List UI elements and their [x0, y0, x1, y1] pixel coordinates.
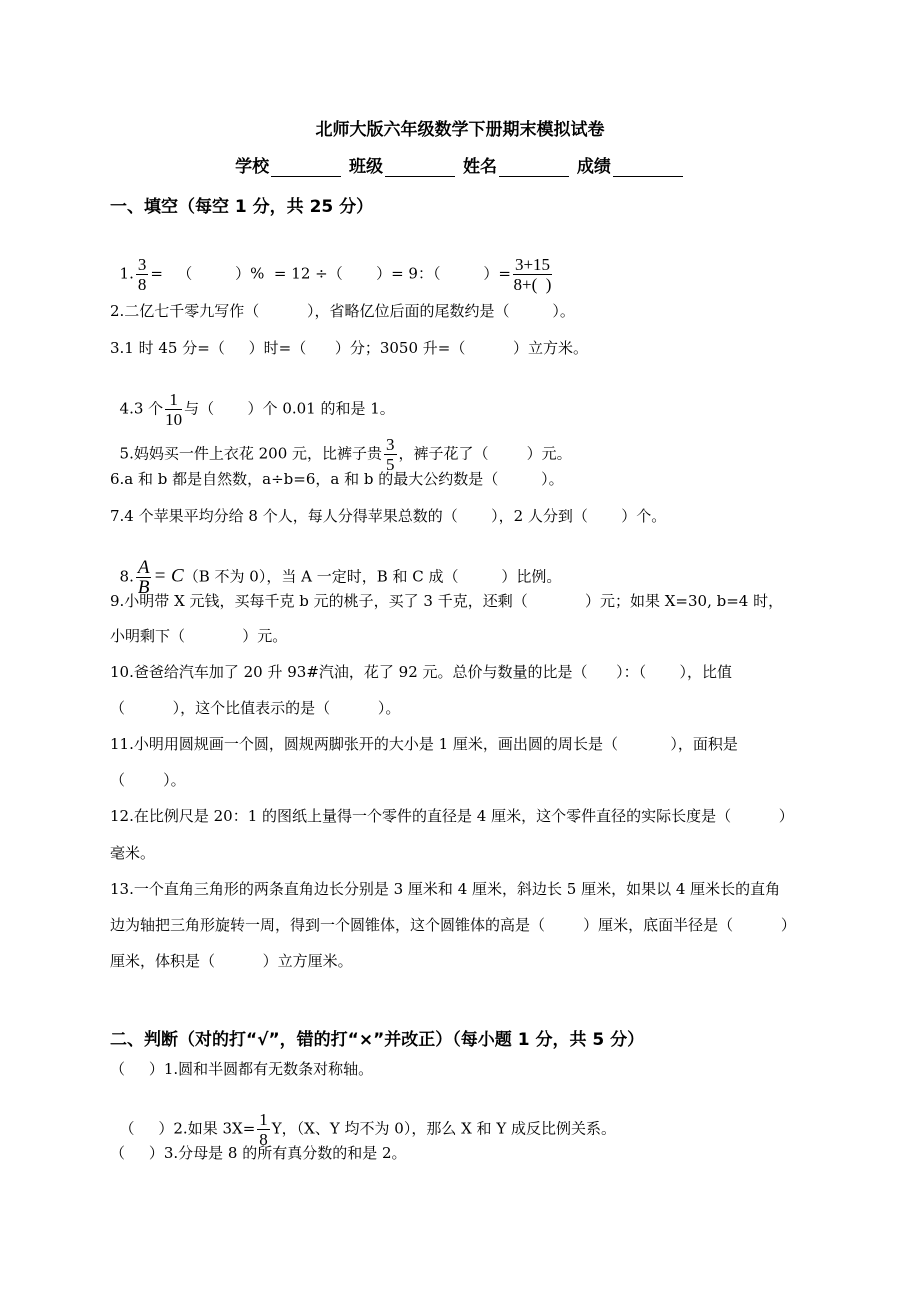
student-info-row: [0, 152, 920, 177]
question-12-line1: 12.在比例尺是 20：1 的图纸上量得一个零件的直径是 4 厘米，这个零件直径的实际长度是（ ）: [110, 807, 794, 825]
fraction-3-8: $\frac{3}{8}$: [137, 255, 147, 294]
fraction-a-b: $\frac{A}{B}$: [137, 557, 150, 598]
section2-heading: 二、判断（对的打“√”，错的打“×”并改正）（每小题 1 分，共 5 分）: [110, 1030, 645, 1050]
class-blank[interactable]: [385, 160, 455, 177]
name-blank[interactable]: [499, 160, 569, 177]
question-11-line2: （ ）。: [110, 771, 186, 789]
name-label: 姓名: [462, 157, 497, 177]
question-5: 5.妈妈买一件上衣花 200 元，比裤子贵 $\frac{3}{5}$ ，裤子花了（ ）元。: [119, 435, 572, 474]
question-13-line1: 13.一个直角三角形的两条直角边长分别是 3 厘米和 4 厘米，斜边长 5 厘米，如果以 4 厘米长的直角: [110, 880, 781, 898]
question-9-line2: 小明剩下（ ）元。: [110, 627, 288, 645]
fraction-1-10: $\frac{1}{10}$: [165, 390, 183, 429]
q1-prefix: 1.: [119, 264, 134, 283]
question-7: 7.4 个苹果平均分给 8 个人，每人分得苹果总数的（ ），2 人分到（ ）个。: [110, 507, 667, 525]
question-11-line1: 11.小明用圆规画一个圆，圆规两脚张开的大小是 1 厘米，画出圆的周长是（ ），面积是: [110, 735, 738, 753]
school-blank[interactable]: [271, 160, 341, 177]
question-2: 2.二亿七千零九写作（ ），省略亿位后面的尾数约是（ ）。: [110, 302, 575, 320]
question-4: 4.3 个 $\frac{1}{10}$ 与（ ）个 0.01 的和是 1。: [119, 390, 395, 429]
judgment-3: （ ）3.分母是 8 的所有真分数的和是 2。: [110, 1144, 407, 1162]
question-13-line3: 厘米，体积是（ ）立方厘米。: [110, 952, 353, 970]
judgment-2: （ ）2.如果 3X= $\frac{1}{8}$ Y，（X、Y 均不为 0），那么 X 和 Y 成反比例关系。: [119, 1110, 616, 1149]
question-10-line1: 10.爸爸给汽车加了 20 升 93#汽油，花了 92 元。总价与数量的比是（ ）：（ ），比值: [110, 663, 733, 681]
fraction-3-5: $\frac{3}{5}$: [386, 435, 395, 474]
judgment-1: （ ）1.圆和半圆都有无数条对称轴。: [110, 1060, 374, 1078]
question-8: 8. $\frac{A}{B}$ = C（B 不为 0），当 A 一定时，B 和 C 成（ ）比例。: [119, 557, 562, 598]
school-label: 学校: [235, 157, 270, 177]
section1-heading: 一、填空（每空 1 分，共 25 分）: [110, 197, 374, 217]
question-13-line2: 边为轴把三角形旋转一周，得到一个圆锥体，这个圆锥体的高是（ ）厘米，底面半径是（ ）: [110, 916, 796, 934]
question-9-line1: 9.小明带 X 元钱，买每千克 b 元的桃子，买了 3 千克，还剩（ ）元；如果 X=30, b=4 时，: [110, 592, 784, 610]
score-label: 成绩: [576, 157, 611, 177]
q1-body: = （ ）% = 12 ÷（ ）= 9：（ ）=: [150, 264, 511, 283]
question-3: 3.1 时 45 分=（ ）时=（ ）分；3050 升=（ ）立方米。: [110, 339, 589, 357]
fraction-1-8: $\frac{1}{8}$: [259, 1110, 268, 1149]
question-12-line2: 毫米。: [110, 844, 156, 862]
fraction-3plus15: $\frac{3+15}{8+( )}$: [513, 255, 552, 294]
question-6: 6.a 和 b 都是自然数，a÷b=6，a 和 b 的最大公约数是（ ）。: [110, 470, 564, 488]
question-1: [110, 235, 554, 294]
class-label: 班级: [349, 157, 384, 177]
question-10-line2: （ ），这个比值表示的是（ ）。: [110, 699, 401, 717]
page-title: 北师大版六年级数学下册期末模拟试卷: [315, 120, 605, 140]
score-blank[interactable]: [613, 160, 683, 177]
